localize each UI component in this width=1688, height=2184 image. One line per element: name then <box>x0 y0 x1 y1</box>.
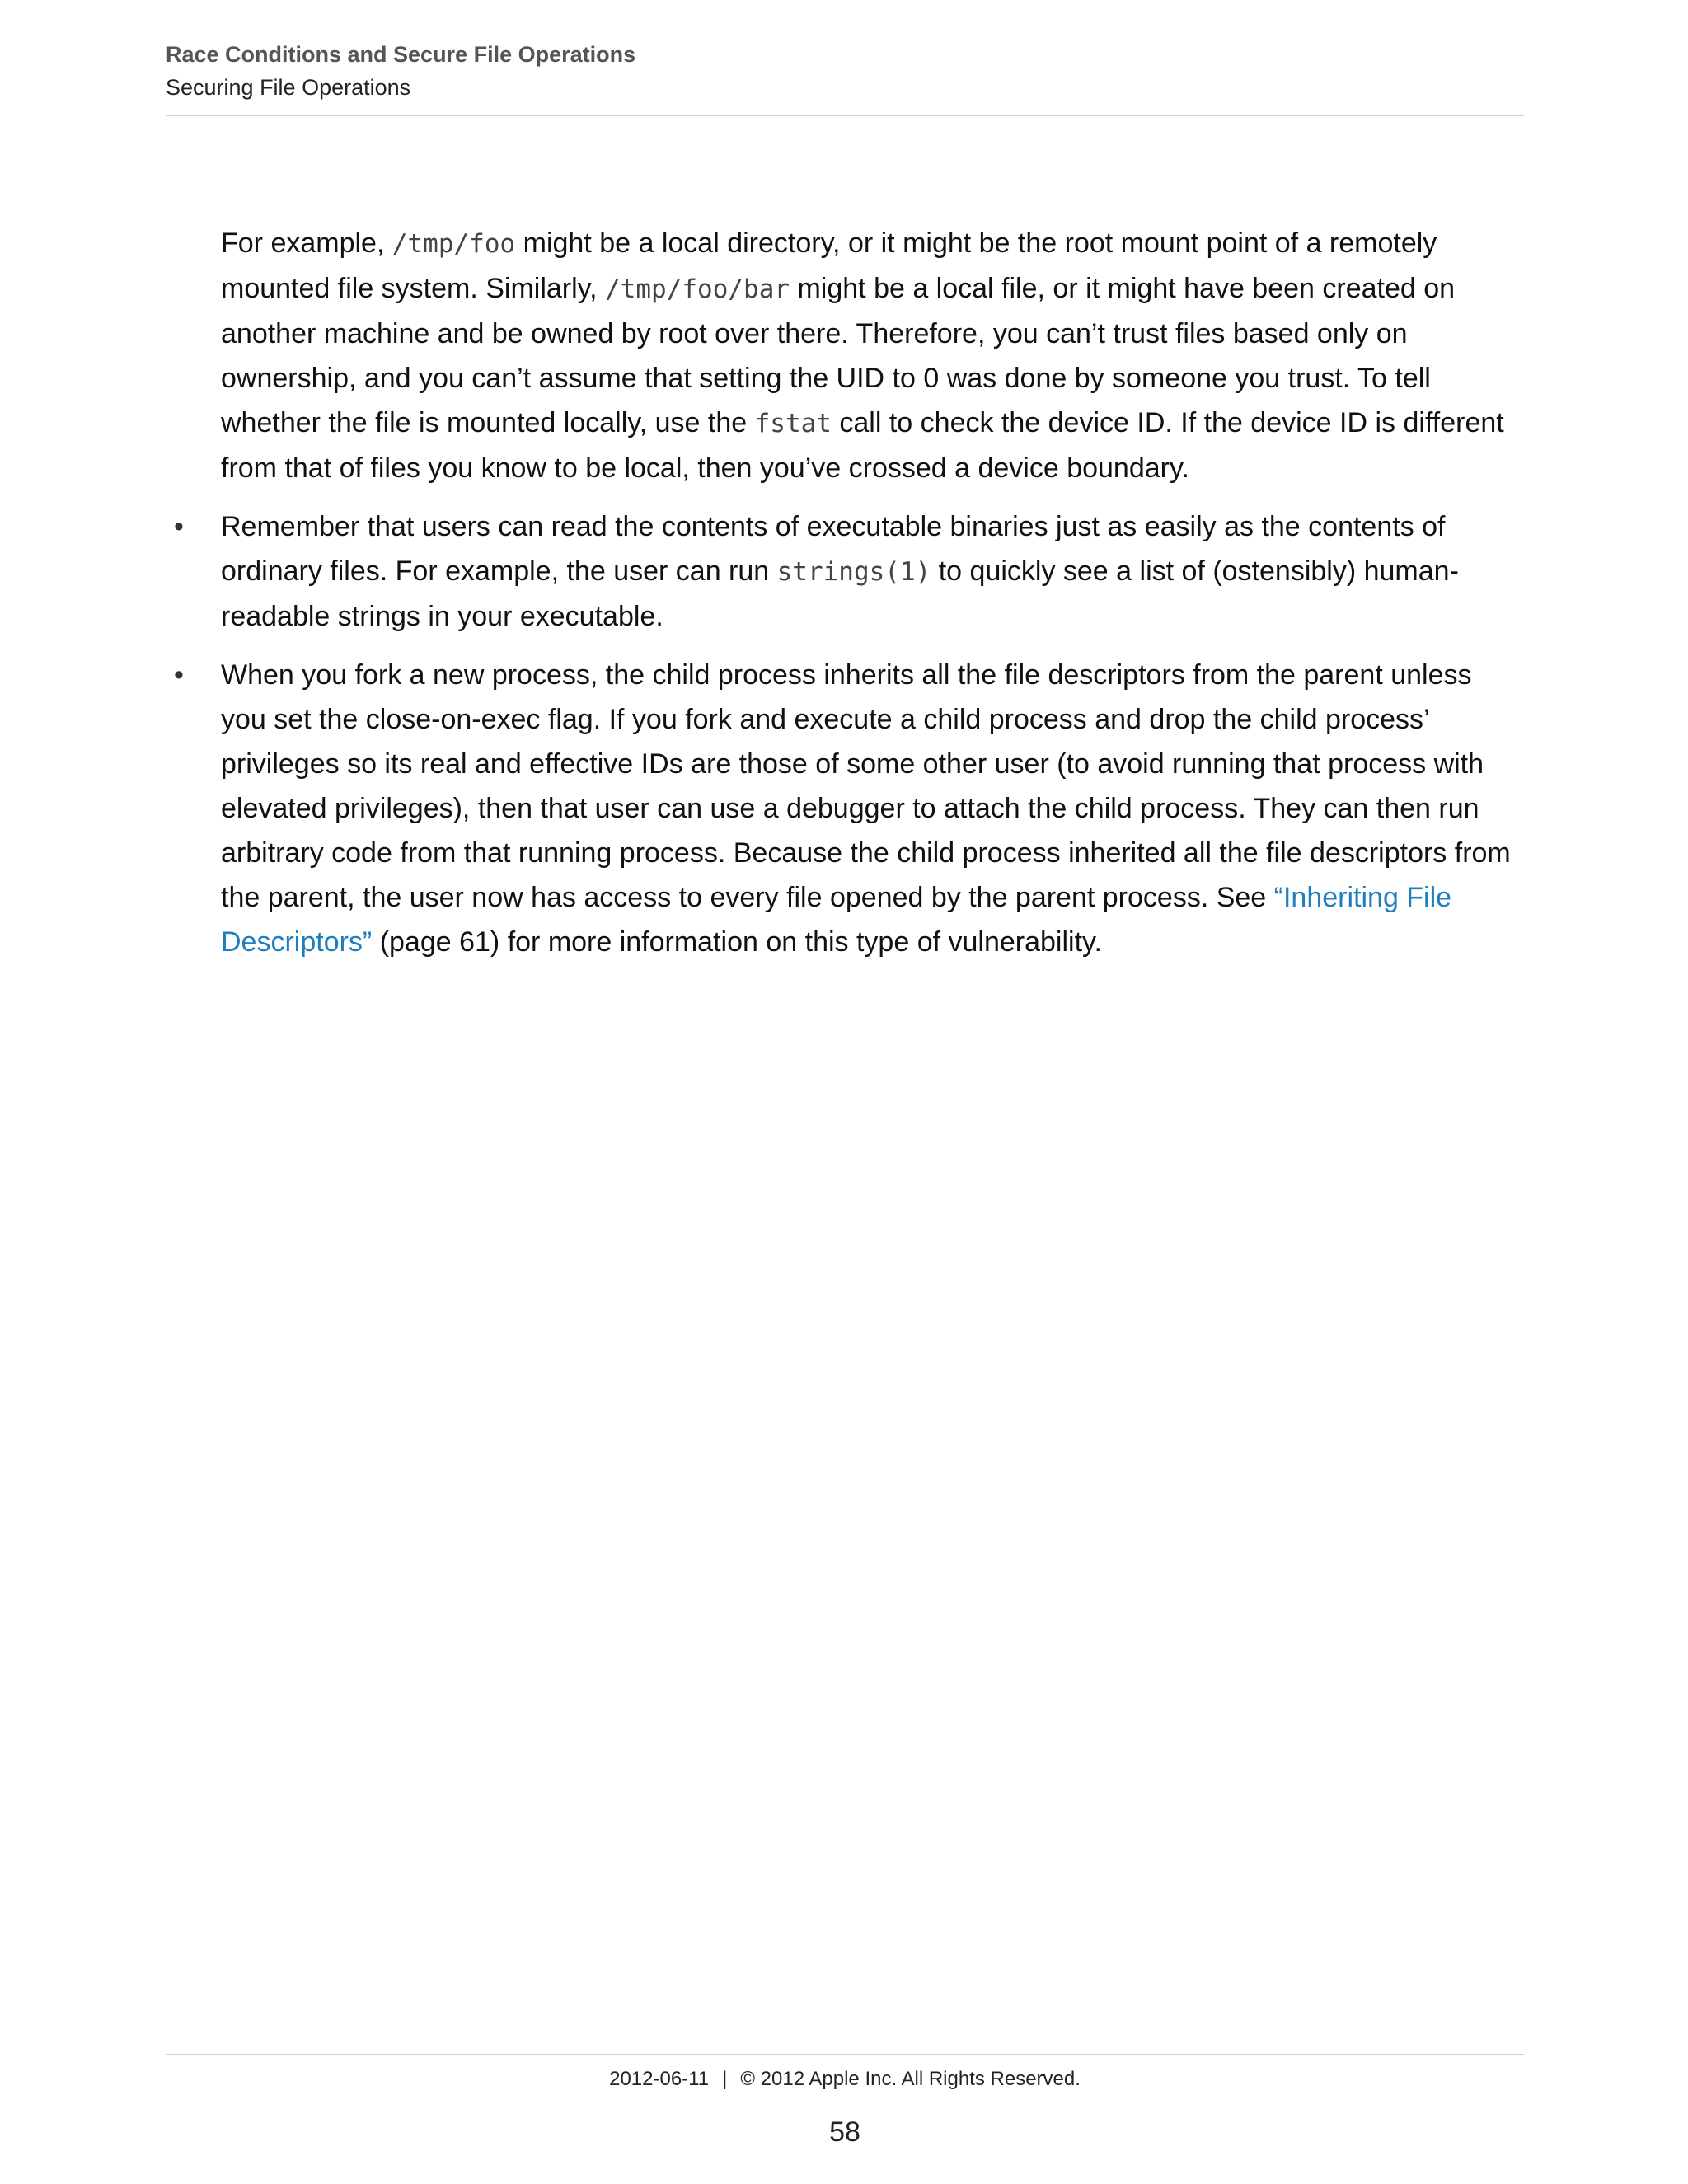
footer-copyright: © 2012 Apple Inc. All Rights Reserved. <box>740 2068 1081 2090</box>
section-title: Securing File Operations <box>166 75 411 100</box>
text-run: to quickly see a list of (ostensibly) human-readable strings in your executable. <box>221 555 1459 632</box>
bullet-icon: • <box>174 659 184 691</box>
text-run: When you fork a new process, the child process inherits all the file descriptors from the parent unless you set the close-on-exec flag. If you fork and execute a child process and drop the child process’ privileges so its real and effective IDs are those of some other user (to avoid running that process with elevated privileges), then that user can use a debugger to attach the child process. They can then run arbitrary code from that running process. Because the child process inherited all the file descriptors from the parent, the user now has access to every file opened by the parent process. See <box>221 659 1511 913</box>
code-tmp-foo: /tmp/foo <box>392 229 516 259</box>
footer-separator: | <box>722 2068 728 2090</box>
footer-divider <box>166 2054 1524 2055</box>
page-header <box>166 38 1524 104</box>
text-run: For example, <box>221 227 392 259</box>
code-strings: strings(1) <box>776 557 931 587</box>
chapter-title: Race Conditions and Secure File Operations <box>166 42 636 67</box>
text-run: Remember that users can read the contents of executable binaries just as easily as the contents of ordinary files. For example, the user can run <box>221 511 1446 587</box>
header-divider <box>166 115 1524 116</box>
footer <box>166 2064 1524 2094</box>
footer-date: 2012-06-11 <box>609 2068 710 2090</box>
text-run: might be a local directory, or it might be the root mount point of a remotely mounted file system. Similarly, <box>221 227 1437 304</box>
bullet-icon: • <box>174 511 184 542</box>
inheriting-file-descriptors-link[interactable]: “Inheriting File Descriptors” <box>221 882 1452 958</box>
text-run: (page 61) for more information on this type of vulnerability. <box>372 926 1102 958</box>
text-run: might be a local file, or it might have been created on another machine and be owned by root over there. Therefore, you can’t trust files based only on ownership, and you can’t assume that setting the UID to 0 was done by someone you trust. To tell whether the file is mounted locally, use the <box>221 273 1456 438</box>
page-number: 58 <box>829 2116 860 2148</box>
main-content <box>166 221 1524 978</box>
code-fstat: fstat <box>754 409 832 438</box>
text-run: call to check the device ID. If the device ID is different from that of files you know to be local, then you’ve crossed a device boundary. <box>221 407 1504 484</box>
continuation-paragraph <box>166 221 1524 490</box>
code-tmp-foo-bar: /tmp/foo/bar <box>605 274 790 304</box>
bullet-item-fork <box>166 653 1524 964</box>
bullet-item-binaries <box>166 504 1524 639</box>
